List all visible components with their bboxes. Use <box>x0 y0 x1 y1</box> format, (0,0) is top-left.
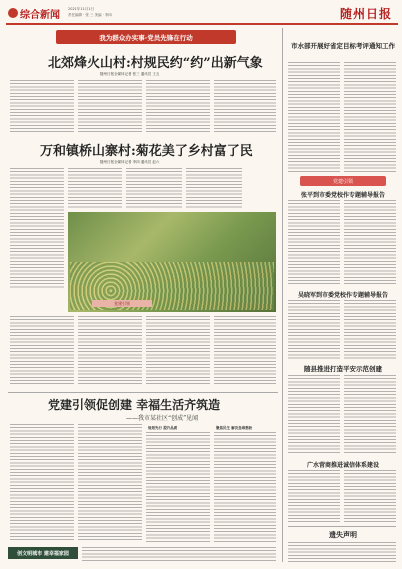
right-text-1b <box>344 62 396 172</box>
article3-col2 <box>78 424 142 542</box>
editor-line: 责任编辑 · 张 三 美编 · 李四 <box>68 13 112 17</box>
article2-col4 <box>186 168 242 208</box>
article1-col2 <box>78 80 142 134</box>
article2-col7 <box>146 316 210 386</box>
right-headline-2: 张平到市委党校作专题辅导报告 <box>300 192 385 199</box>
top-banner-text: 我为群众办实事·党员先锋在行动 <box>99 33 193 42</box>
right-headline-3: 吴晓军到市委党校作专题辅导报告 <box>297 292 388 299</box>
article2-byline: 随州日报全媒体记者 李四 通讯员 赵六 <box>100 160 160 164</box>
notice-rule <box>288 526 396 527</box>
article3-subhead-2: 聚焦民生 解决急难愁盼 <box>216 426 253 430</box>
right-text-5a <box>288 470 340 522</box>
bottom-banner-text: 创文明城市 建幸福家园 <box>17 550 69 557</box>
right-text-2a <box>288 200 340 286</box>
article1-byline: 随州日报全媒体记者 张三 通讯员 王五 <box>100 72 160 76</box>
right-text-2b <box>344 200 396 286</box>
right-text-4a <box>288 375 340 455</box>
section-icon <box>8 8 18 18</box>
right-text-1a <box>288 62 340 172</box>
article3-subhead-1: 规划先行 提升品质 <box>148 426 178 430</box>
article3-col3 <box>146 432 210 542</box>
article1-col4 <box>214 80 276 134</box>
right-text-3a <box>288 300 340 360</box>
article2-col2 <box>68 168 122 208</box>
right-headline-1: 市水部开展好省定目标考评通知工作 <box>291 42 395 50</box>
article3-col4 <box>214 432 276 542</box>
article2-col6 <box>78 316 142 386</box>
right-red-banner <box>300 176 386 186</box>
article1-title: 北郊烽火山村:村规民约“约”出新气象 <box>48 56 263 71</box>
article3-top-rule <box>8 392 278 393</box>
section-title: 综合新闻 <box>20 10 60 21</box>
right-text-4b <box>344 375 396 455</box>
article2-col5 <box>10 316 74 386</box>
date-line: 2021年11月1日 <box>68 7 95 11</box>
article1-col3 <box>146 80 210 134</box>
notice-text <box>288 542 396 562</box>
right-headline-5: 广水营商推进诚信体系建设 <box>306 462 379 469</box>
mid-banner-text: 党建引领 <box>114 300 130 306</box>
article1-col1 <box>10 80 74 134</box>
masthead: 随州日报 <box>339 7 392 21</box>
article3-subtitle: ——我市某社区“创成”见闻 <box>126 415 199 422</box>
right-headline-6: 遗失声明 <box>329 530 357 539</box>
right-text-5b <box>344 470 396 522</box>
section-header <box>6 5 398 23</box>
bottom-banner <box>8 547 78 559</box>
right-headline-4: 随县推进打造平安示范创建 <box>304 365 382 373</box>
article3-col1 <box>10 424 74 542</box>
article2-col8 <box>214 316 276 386</box>
bottom-text <box>82 547 276 561</box>
header-rule <box>6 23 398 25</box>
mid-banner <box>92 300 152 307</box>
top-banner <box>56 30 236 44</box>
article2-col1 <box>10 168 64 288</box>
column-divider <box>282 28 283 562</box>
right-banner-text: 党建引领 <box>332 178 353 185</box>
article2-title: 万和镇桥山寨村:菊花美了乡村富了民 <box>40 144 253 159</box>
right-text-3b <box>344 300 396 360</box>
article3-title: 党建引领促创建 幸福生活齐筑造 <box>48 398 221 412</box>
page-number: 3 <box>6 4 8 8</box>
article2-col3 <box>126 168 182 208</box>
